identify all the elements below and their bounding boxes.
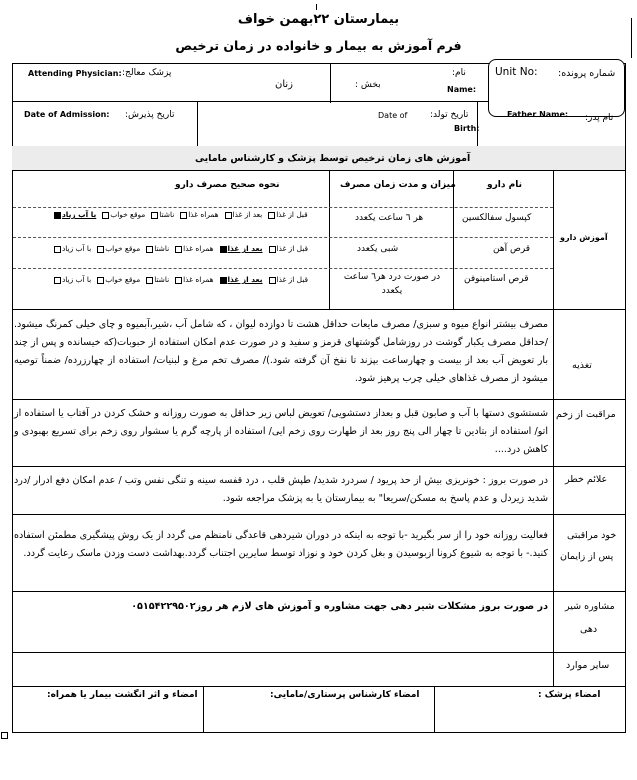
table-bottom-border (12, 686, 626, 687)
drug-option-1[interactable] (267, 210, 307, 219)
table-right-border (625, 63, 626, 733)
unit-no-label: Unit No: (495, 66, 538, 78)
checked-checkbox[interactable] (54, 212, 61, 219)
info-divider-1 (330, 63, 331, 103)
checkbox[interactable] (97, 246, 104, 253)
info-divider-2 (197, 101, 198, 146)
corner-mark (1, 732, 8, 739)
checkbox[interactable] (151, 212, 158, 219)
breastfeeding-label-2: دهی (580, 624, 598, 635)
drug-section-label: آموزش دارو (560, 233, 608, 242)
drug-option-4[interactable] (150, 210, 174, 219)
top-mark (316, 4, 317, 10)
wound-bottom (12, 466, 626, 467)
drug-option-6[interactable] (53, 210, 96, 219)
drug-option-5[interactable] (96, 275, 140, 284)
drug-option-label: ناشتا (159, 210, 175, 219)
checkbox[interactable] (102, 212, 109, 219)
band-bottom-line (12, 170, 626, 171)
drug-dose-1: هر ٦ ساعت یکعدد (355, 213, 424, 223)
drug-option-2[interactable] (224, 210, 263, 219)
drug-option-4[interactable] (145, 275, 169, 284)
danger-text: در صورت بروز : خونریزی بیش از حد پریود / سردرد شدید/ طپش قلب ، درد قفسه سینه و تنگی نفس وتب / عدم امکان دفع ادرار /درد شدید زیردل و عدم پاسخ به مسکن/سریعا" به بیمارستان یا به پزشک مراجعه شود. (14, 475, 548, 504)
nutrition-bottom (12, 399, 626, 400)
drug-option-4[interactable] (145, 244, 169, 253)
drug-row-dash-2 (13, 268, 553, 269)
edge-mark (631, 18, 632, 58)
drug-dose-2: شبی یکعدد (357, 244, 399, 254)
drug-option-6[interactable] (53, 275, 91, 284)
drug-option-label: همراه غذا (188, 210, 219, 219)
checkbox[interactable] (269, 277, 276, 284)
checkbox[interactable] (269, 246, 276, 253)
wound-label: مراقبت از زخم (556, 409, 616, 420)
checkbox[interactable] (97, 277, 104, 284)
drug-name-1: کپسول سفالکسین (462, 213, 532, 223)
selfcare-text: فعالیت روزانه خود را از سر بگیرید -با توجه به اینکه در دوران شیردهی قاعدگی نامنظم می گردد از یک روش پیشگیری مطمئن استفاده کنید.- با توجه به شیوع کرونا ازبوسیدن و بغل کردن خود و نوزاد توسط سایرین اجتناب گردد.بهداشت دست وزدن ماسک رعایت گردد. (14, 530, 548, 559)
drug-option-label: ناشتا (154, 244, 170, 253)
drug-option-label: با آب زیاد (62, 275, 92, 284)
checkbox[interactable] (54, 277, 61, 284)
drug-option-1[interactable] (268, 244, 308, 253)
checked-checkbox[interactable] (220, 277, 227, 284)
drug-option-3[interactable] (174, 275, 213, 284)
date-of-label: Date of (378, 111, 408, 120)
drug-option-2[interactable] (219, 244, 263, 253)
signature-divider-1 (203, 686, 204, 732)
drug-options-2[interactable] (48, 244, 308, 253)
drug-option-label: بعد از غذا (232, 210, 263, 219)
col-header-name: نام دارو (487, 180, 522, 190)
signature-bottom-border (12, 732, 626, 733)
midwife-signature-label: امضاء کارشناس پرستاری/مامایی: (270, 690, 420, 700)
ward-value: زنان (275, 79, 294, 90)
checkbox[interactable] (180, 212, 187, 219)
breastfeeding-text: در صورت بروز مشکلات شیر دهی جهت مشاوره و آموزش های لازم هر روز۰۵۱۵۴۲۲۹۵۰۲ (131, 601, 548, 612)
drug-option-1[interactable] (268, 275, 308, 284)
drug-option-label: موقع خواب (105, 244, 141, 253)
checkbox[interactable] (225, 212, 232, 219)
checkbox[interactable] (175, 246, 182, 253)
signature-divider-2 (434, 686, 435, 732)
drug-option-label: قبل از غذا (276, 210, 308, 219)
drug-name-3: قرص استامینوفن (464, 274, 529, 284)
nutrition-label: تغذیه (572, 360, 592, 371)
drug-option-label: با آب زیاد (62, 210, 97, 219)
patient-signature-label: امضاء و اثر انگشت بیمار یا همراه: (47, 690, 198, 700)
drug-option-3[interactable] (174, 244, 213, 253)
drug-table-bottom (12, 309, 626, 310)
name-label-en: Name: (447, 85, 477, 94)
checkbox[interactable] (268, 212, 275, 219)
drug-option-label: همراه غذا (183, 275, 214, 284)
col-header-method: نحوه صحیح مصرف دارو (175, 180, 280, 190)
checkbox[interactable] (146, 277, 153, 284)
drug-header-dash (13, 207, 553, 208)
wound-text: شستشوی دستها با آب و صابون قبل و بعداز دستشویی/ تعویض لباس زیر حداقل به صورت روزانه و خشک کردن در آفتاب یا استفاده از اتو/ استفاده از بتادین تا چهار الی پنج روز بعد از طهارت روی زخم ایی/ استفاده از پارچه گرم یا سشوار روی زخم برای تسریع بهبودی و کاهش درد.... (14, 408, 548, 455)
form-title: فرم آموزش به بیمار و خانواده در زمان ترخیص (175, 38, 462, 53)
drug-option-label: قبل از غذا (276, 275, 308, 284)
father-label-en: Father Name: (507, 110, 569, 119)
drug-dose-3: در صورت درد هر٦ ساعت یکعدد (343, 272, 441, 296)
drug-option-5[interactable] (96, 244, 140, 253)
selfcare-label-1: خود مراقبتی (567, 530, 617, 541)
danger-bottom (12, 514, 626, 515)
drug-options-1[interactable] (48, 210, 308, 219)
drug-col-divider-1 (453, 170, 454, 309)
drug-option-label: ناشتا (154, 275, 170, 284)
breastfeeding-label-1: مشاوره شیر (565, 601, 615, 612)
drug-option-3[interactable] (179, 210, 218, 219)
drug-option-label: بعد از غذا (227, 244, 263, 253)
checked-checkbox[interactable] (220, 246, 227, 253)
drug-option-label: موقع خواب (110, 210, 146, 219)
birth-label-fa: تاریخ تولد: (430, 110, 469, 120)
checkbox[interactable] (146, 246, 153, 253)
father-label-fa: نام پدر: (585, 113, 614, 123)
file-no-label: شماره پرونده: (558, 68, 616, 79)
label-column-divider (553, 170, 554, 687)
drug-option-6[interactable] (53, 244, 91, 253)
drug-option-label: همراه غذا (183, 244, 214, 253)
hospital-name: بیمارستان ۲۲بهمن خواف (237, 12, 400, 27)
drug-name-2: قرص آهن (493, 244, 531, 254)
drug-col-divider-2 (329, 170, 330, 309)
selfcare-bottom (12, 591, 626, 592)
drug-option-5[interactable] (101, 210, 145, 219)
drug-option-label: بعد از غذا (227, 275, 263, 284)
checkbox[interactable] (54, 246, 61, 253)
admission-label-en: Date of Admission: (24, 110, 110, 119)
drug-option-label: قبل از غذا (276, 244, 308, 253)
physician-label-en: Attending Physician: (28, 69, 122, 78)
physician-label-fa: پزشک معالج: (122, 68, 172, 78)
education-title: آموزش های زمان ترخیص توسط پزشک و کارشناس مامایی (195, 153, 471, 164)
other-label: سایر موارد (566, 660, 610, 671)
selfcare-label-2: پس از زایمان (560, 551, 614, 562)
drug-option-2[interactable] (219, 275, 263, 284)
drug-option-label: با آب زیاد (62, 244, 92, 253)
name-label-fa: نام: (452, 68, 466, 78)
physician-signature-label: امضاء پزشک : (538, 690, 601, 700)
ward-label: بخش : (355, 80, 381, 90)
drug-options-3[interactable] (48, 275, 308, 284)
breastfeeding-bottom (12, 652, 626, 653)
admission-label-fa: تاریخ پذیرش: (125, 110, 175, 120)
birth-label-en: Birth: (454, 124, 480, 133)
drug-row-dash-1 (13, 237, 553, 238)
drug-option-label: موقع خواب (105, 275, 141, 284)
nutrition-text: مصرف بیشتر انواع میوه و سبزی/ مصرف مایعات حداقل هشت تا دوازده لیوان ، که شامل آب ،شیر،آبمیوه و چای خیلی کمرنگ میشود. /حداقل مصرف یکبار گوشت در روزشامل گوشتهای قرمز و سفید و در صورت عدم امکان استفاده از حبوبات(که خیسانده و پس از چند بار تعویض آب بعد از بیست و چهارساعت بپزند تا نفخ آن گرفته شود.)/ مصرف تخم مرغ و لبنیات/ استفاده از چهارزرده/ ضمناً توصیه میشود از مصرف غذاهای خیلی چرب پرهیز شود. (14, 319, 548, 384)
col-header-dose: میزان و مدت زمان مصرف (340, 180, 456, 190)
danger-label: علائم خطر (565, 474, 608, 485)
checkbox[interactable] (175, 277, 182, 284)
